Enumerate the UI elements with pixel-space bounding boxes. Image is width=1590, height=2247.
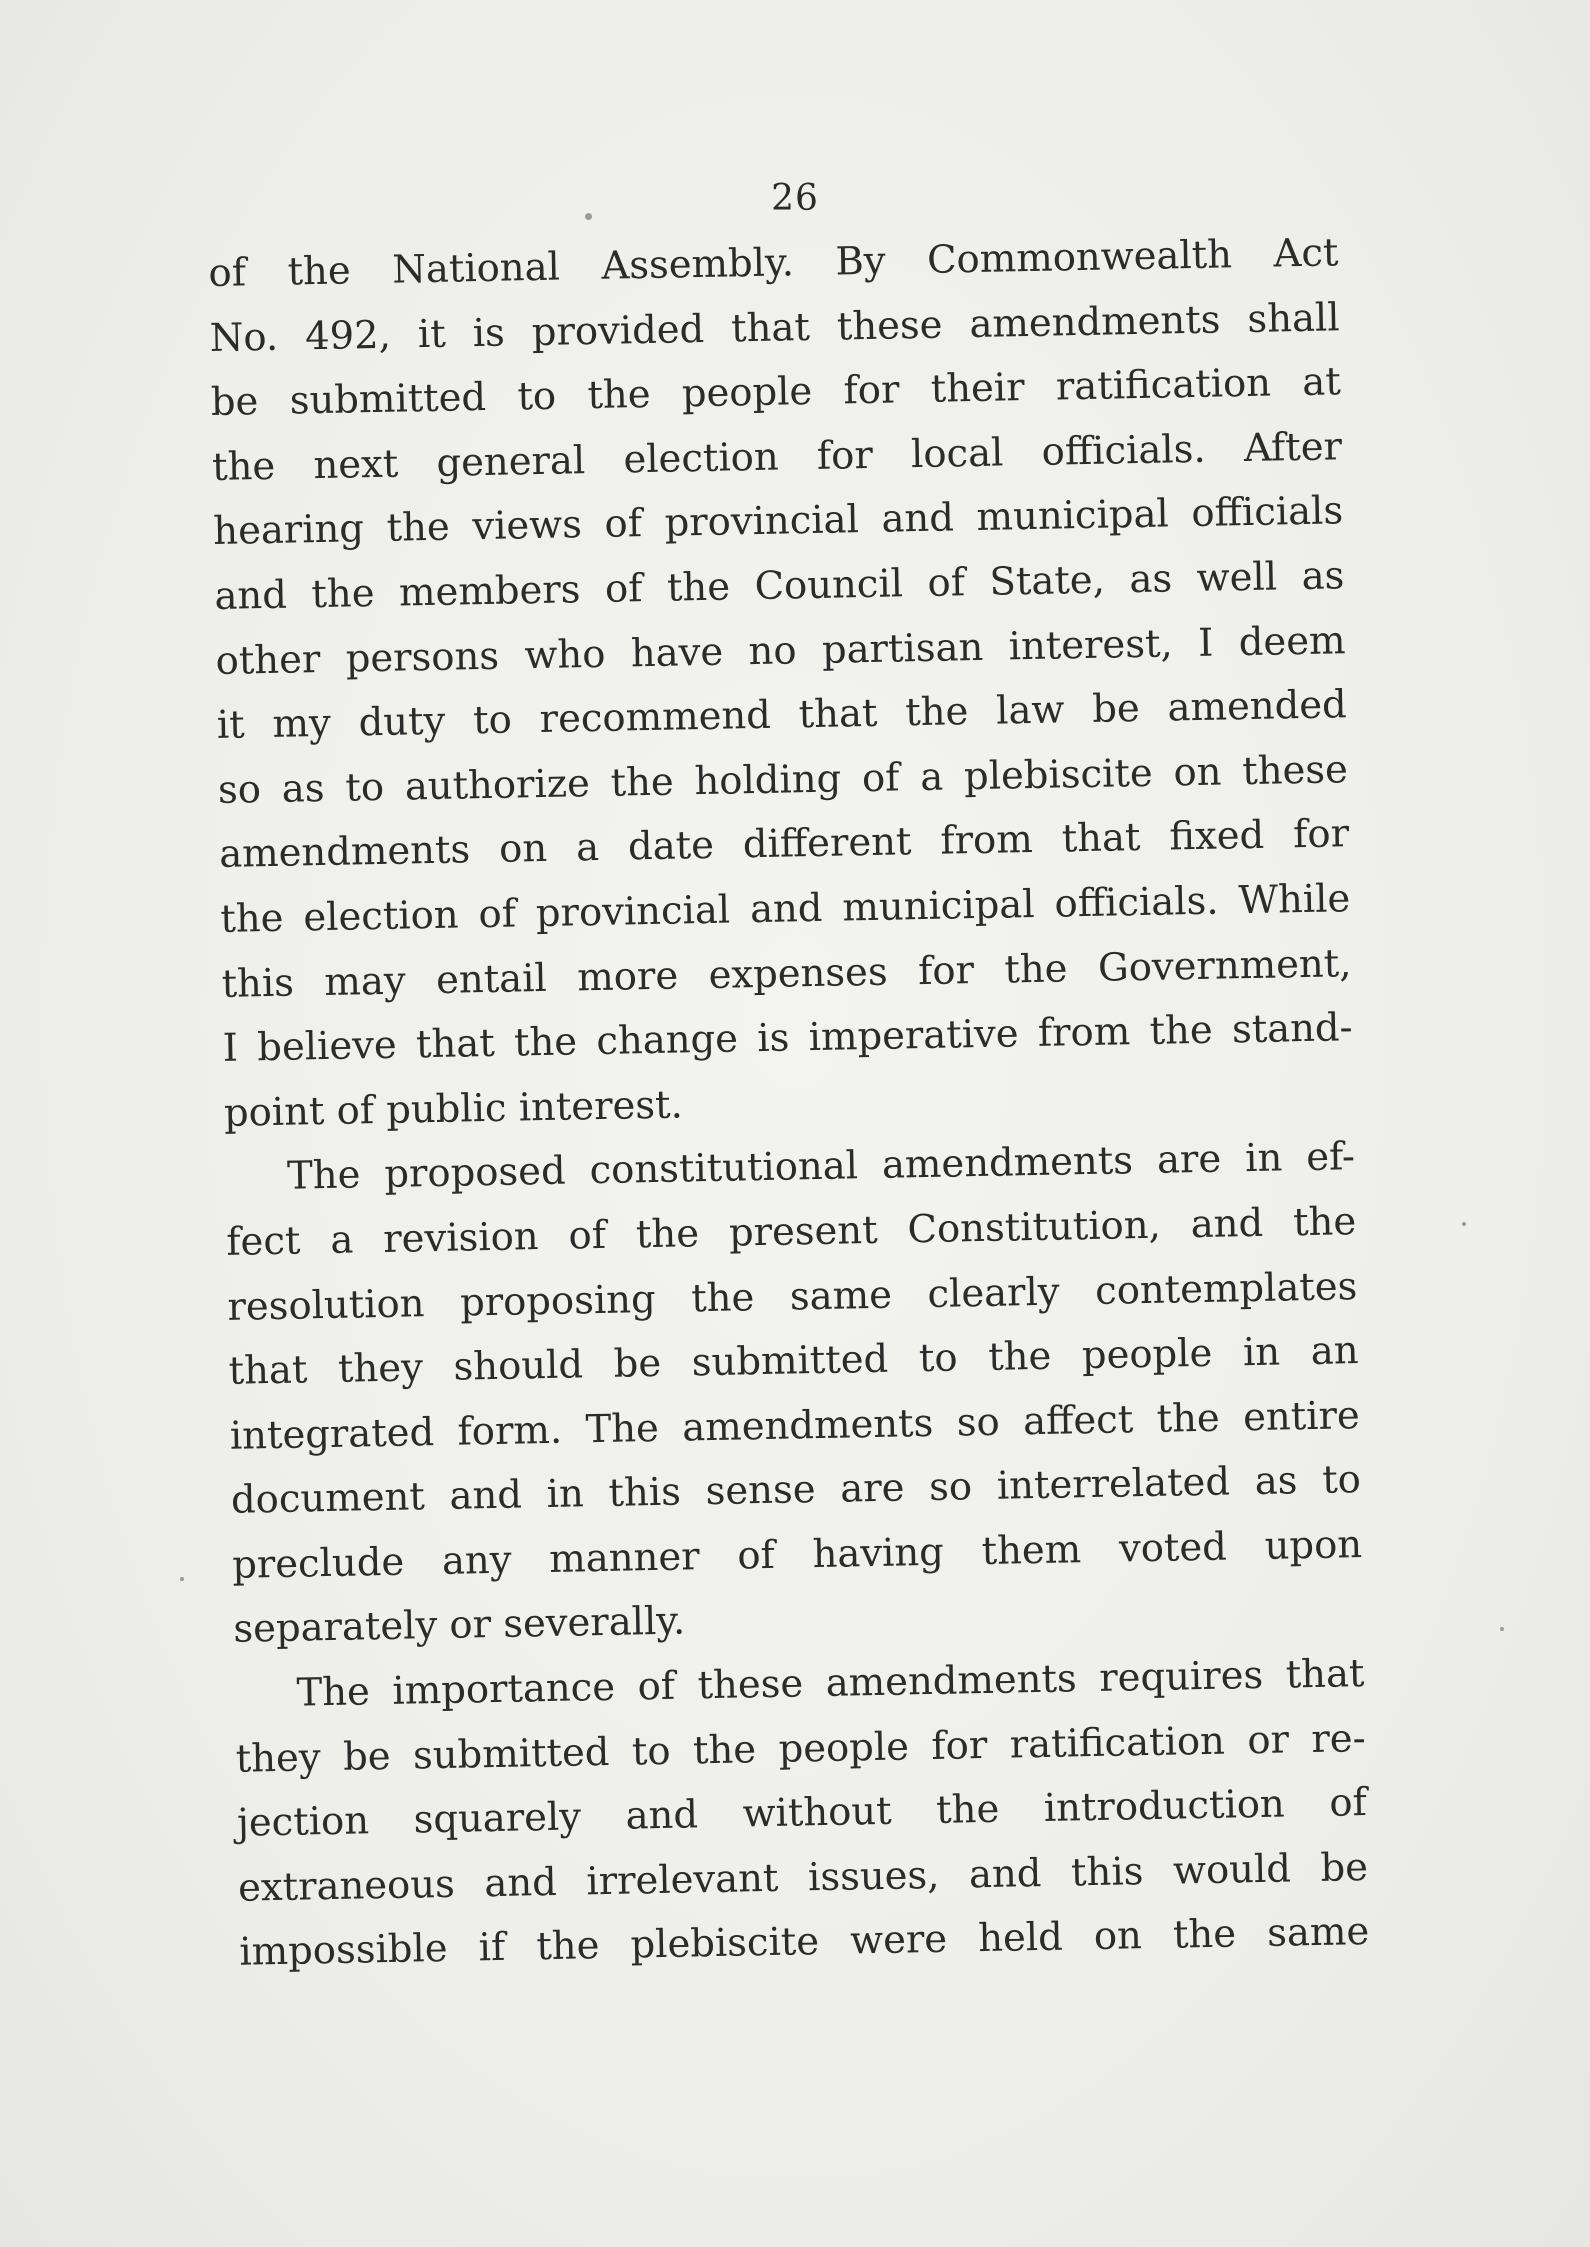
text-line: the election of provincial and municipal officials. While [220,876,1351,942]
text-line: amendments on a date different from that fixed for [218,811,1350,878]
text-line: I believe that the change is imperative from the stand- [222,1005,1354,1071]
text-line: point of public interest. [223,1082,684,1136]
text-line: integrated form. The amendments so affect the entire [229,1392,1361,1459]
text-line: impossible if the plebiscite were held on the same [238,1909,1370,1976]
text-line: that they should be submitted to the people in an [228,1328,1359,1394]
text-line: The importance of these amendments requires that [296,1651,1365,1716]
ink-speck [180,1577,184,1581]
text-line: it my duty to recommend that the law be amended [216,682,1348,749]
text-line: preclude any manner of having them voted upon [231,1521,1363,1588]
page-number: 26 [771,178,819,219]
text-line: hearing the views of provincial and municipal officials [212,488,1344,555]
body-text [208,221,1370,1985]
text-line: other persons who have no partisan interest, I deem [215,617,1346,684]
text-line: the next general election for local officials. After [211,424,1343,490]
text-line: jection squarely and without the introduction of [236,1780,1368,1846]
text-line: be submitted to the people for their ratification at [210,359,1342,426]
text-line: so as to authorize the holding of a plebiscite on these [217,746,1349,813]
ink-speck [1500,1627,1504,1631]
text-line: resolution proposing the same clearly contemplates [227,1263,1358,1330]
text-line: extraneous and irrelevant issues, and this would be [237,1844,1369,1911]
text-line: The proposed constitutional amendments are in ef- [286,1134,1356,1200]
text-line: document and in this sense are so interrelated as to [230,1457,1362,1524]
text-line: this may entail more expenses for the Government, [221,940,1352,1007]
text-line: No. 492, it is provided that these amendments shall [209,294,1340,361]
paragraph-2 [225,1125,1364,1662]
text-line: and the members of the Council of State, as well as [214,553,1345,619]
paragraph-3 [234,1642,1370,1986]
paragraph-1 [208,221,1354,1146]
text-line: of the National Assembly. By Commonwealth Act [208,230,1339,296]
text-line: separately or severally. [233,1598,686,1653]
text-line: they be submitted to the people for ratification or re- [235,1715,1367,1782]
ink-speck [1462,1222,1466,1226]
text-line: fect a revision of the present Constitution, and the [225,1199,1357,1265]
